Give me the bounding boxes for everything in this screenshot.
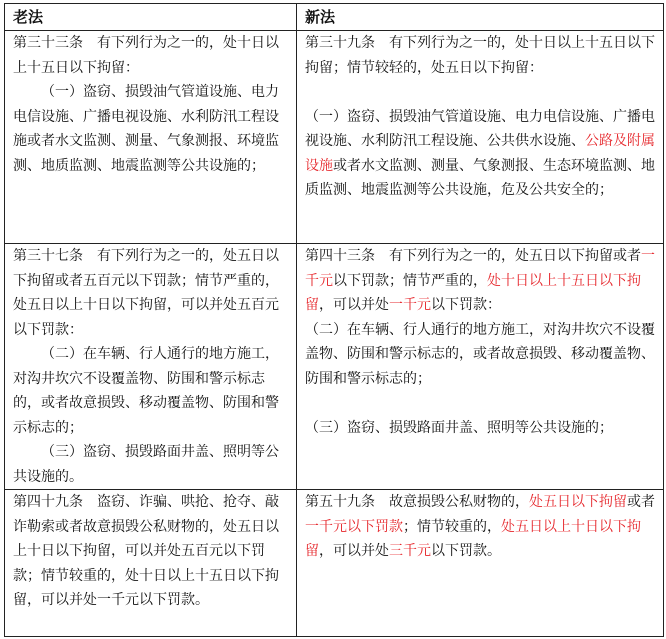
article-heading: 第三十三条 有下列行为之一的，处十日以上十五日以下拘留：	[13, 35, 279, 76]
article-item	[305, 105, 657, 203]
old-law-header: 老法	[5, 4, 297, 31]
new-law-cell	[297, 490, 664, 637]
heading-text: 第五十九条 故意损毁公私财物的，	[305, 494, 529, 510]
old-law-cell	[5, 490, 297, 637]
item-text: 或者水文监测、测量、气象测报、生态环境监测、地质监测、地震监测等公共设施，危及公共安全的；	[305, 157, 655, 198]
article-item: （二）在车辆、行人通行的地方施工，对沟井坎穴不设覆盖物、防围和警示标志的，或者故意损毁、移动覆盖物、防围和警示标志的；	[305, 321, 655, 387]
new-law-cell	[297, 31, 664, 244]
heading-text: ，可以并处	[319, 297, 389, 313]
changed-text: 一千元	[305, 248, 655, 289]
item-text: （一）盗窃、损毁油气管道设施、电力电信设施、广播电视设施、水利防汛工程设施、公共供水设施、	[305, 108, 655, 149]
article-item: （一）盗窃、损毁油气管道设施、电力电信设施、广播电视设施、水利防汛工程设施或者水文监测、测量、气象测报、环境监测、地质监测、地震监测等公共设施的；	[13, 84, 279, 174]
changed-text: 三千元	[389, 543, 431, 559]
old-law-cell	[5, 244, 297, 490]
heading-text: ；情节较重的，	[403, 518, 501, 535]
heading-text: 以下罚款：	[431, 297, 501, 313]
heading-text: 以下罚款。	[431, 543, 501, 559]
article-heading: 第三十九条 有下列行为之一的，处十日以上十五日以下拘留；情节较轻的，处五日以下拘留：	[305, 35, 655, 76]
article-heading	[305, 490, 657, 564]
heading-text: 或者	[627, 494, 655, 510]
article-heading	[305, 244, 657, 318]
changed-text: 公路及附属设施	[305, 133, 655, 174]
changed-text: 处十日以上十五日以下拘留	[305, 272, 641, 313]
heading-text: 以下罚款；情节严重的，	[333, 272, 487, 289]
heading-text: ，可以并处	[319, 543, 389, 559]
article-heading: 第三十七条 有下列行为之一的，处五日以下拘留或者五百元以下罚款；情节严重的，处五日以上十日以下拘留，可以并处五百元以下罚款：	[13, 248, 279, 338]
old-law-cell	[5, 31, 297, 244]
changed-text: 一千元	[389, 297, 431, 313]
table-row	[5, 244, 664, 490]
heading-text: 第四十三条 有下列行为之一的，处五日以下拘留或者	[305, 248, 641, 264]
article-item: （二）在车辆、行人通行的地方施工，对沟井坎穴不设覆盖物、防围和警示标志的，或者故意损毁、移动覆盖物、防围和警示标志的；	[13, 346, 279, 436]
changed-text: 处五日以下拘留	[529, 494, 627, 510]
law-comparison-table	[4, 3, 664, 637]
table-header-row	[5, 4, 664, 31]
changed-text: 一千元以下罚款	[305, 518, 403, 535]
changed-text: 处五日以上十日以下拘留	[305, 518, 641, 559]
table-row	[5, 31, 664, 244]
article-heading: 第四十九条 盗窃、诈骗、哄抢、抢夺、敲诈勒索或者故意损毁公私财物的，处五日以上十日以下拘留，可以并处五百元以下罚款；情节较重的，处十日以上十五日以下拘留，可以并处一千元以下罚款。	[13, 494, 279, 608]
table-row	[5, 490, 664, 637]
new-law-header: 新法	[297, 4, 664, 31]
article-item: （三）盗窃、损毁路面井盖、照明等公共设施的；	[305, 419, 613, 436]
new-law-cell	[297, 244, 664, 490]
article-item: （三）盗窃、损毁路面井盖、照明等公共设施的。	[13, 444, 279, 485]
